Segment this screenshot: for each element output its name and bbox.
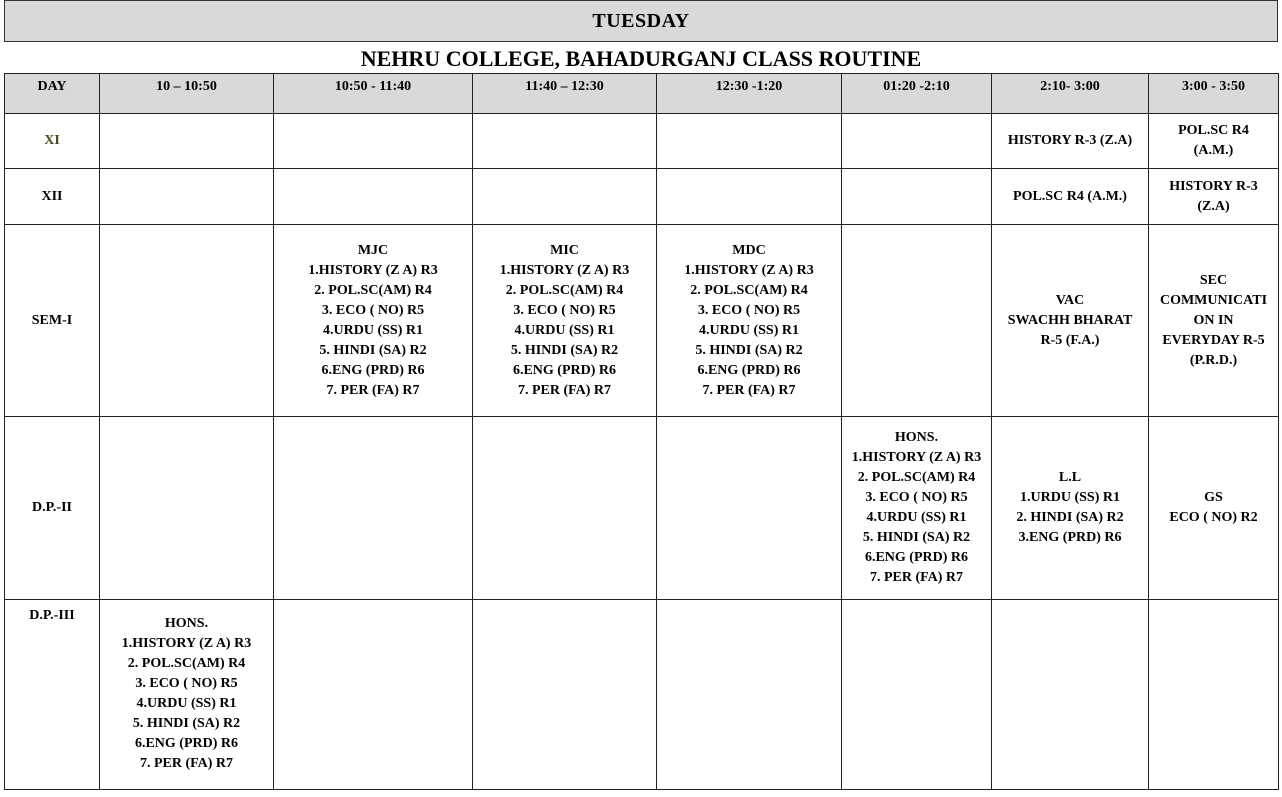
table-cell (992, 600, 1149, 790)
cell-line: POL.SC R4 (1178, 123, 1249, 138)
cell-line: 2. POL.SC(AM) R4 (314, 282, 432, 298)
cell-line: SEC (1199, 272, 1228, 288)
cell-line: 3. ECO ( NO) R5 (135, 676, 238, 691)
sem1-slot-4 (657, 225, 842, 417)
xi-slot-6: HISTORY R-3 (Z.A) (992, 114, 1149, 169)
cell-line: 3. ECO ( NO) R5 (865, 490, 968, 505)
table-cell (274, 114, 473, 169)
cell-line: 4.URDU (SS) R1 (866, 510, 967, 525)
day-banner-label: TUESDAY (592, 9, 690, 32)
cell-line: MDC (732, 242, 766, 258)
xii-slot-6: POL.SC R4 (A.M.) (992, 169, 1149, 225)
cell-line: 7. PER (FA) R7 (326, 382, 420, 398)
table-cell (657, 417, 842, 600)
cell-line: 2. POL.SC(AM) R4 (857, 470, 976, 485)
row-dp2 (5, 417, 1279, 600)
cell-line: 1.HISTORY (Z A) R3 (308, 262, 438, 278)
cell-line: L.L (1058, 470, 1082, 485)
row-sem1 (5, 225, 1279, 417)
cell-line: 3.ENG (PRD) R6 (1018, 530, 1122, 545)
cell-line: 4.URDU (SS) R1 (136, 696, 237, 711)
header-slot-2: 10:50 - 11:40 (274, 74, 473, 114)
header-slot-5: 01:20 -2:10 (842, 74, 992, 114)
cell-line: 5. HINDI (SA) R2 (695, 342, 803, 358)
row-label-xii: XII (5, 169, 100, 225)
table-cell (657, 600, 842, 790)
row-label-xi: XI (5, 114, 100, 169)
table-cell (657, 169, 842, 225)
row-dp3 (5, 600, 1279, 790)
row-label-dp2: D.P.-II (5, 417, 100, 600)
cell-line: 7. PER (FA) R7 (139, 756, 234, 771)
cell-line: 1.URDU (SS) R1 (1020, 490, 1120, 505)
cell-line: (Z.A) (1197, 198, 1230, 214)
cell-line: 4.URDU (SS) R1 (323, 322, 423, 338)
cell-line: COMMUNICATI (1159, 292, 1268, 308)
table-cell (100, 417, 274, 600)
cell-line: HONS. (894, 430, 939, 445)
cell-line: 2. HINDI (SA) R2 (1016, 510, 1124, 525)
cell-line: HONS. (164, 616, 209, 631)
cell-line: 3. ECO ( NO) R5 (321, 302, 425, 318)
table-cell (842, 225, 992, 417)
table-cell (274, 417, 473, 600)
row-xi (5, 114, 1279, 169)
sem1-slot-6 (992, 225, 1149, 417)
cell-line: 7. PER (FA) R7 (517, 382, 612, 398)
cell-line: HISTORY R-3 (1169, 178, 1258, 194)
table-cell (473, 600, 657, 790)
table-cell (473, 417, 657, 600)
page-title: NEHRU COLLEGE, BAHADURGANJ CLASS ROUTINE (360, 46, 922, 71)
cell-line: 1.HISTORY (Z A) R3 (684, 262, 814, 278)
xi-slot-7 (1149, 114, 1279, 169)
cell-line: R-5 (F.A.) (1040, 332, 1100, 348)
row-label-dp3: D.P.-III (5, 600, 100, 790)
cell-line: 5. HINDI (SA) R2 (862, 530, 971, 545)
sem1-slot-2 (274, 225, 473, 417)
cell-line: 6.ENG (PRD) R6 (697, 362, 801, 378)
cell-line: 3. ECO ( NO) R5 (513, 302, 616, 318)
header-slot-3: 11:40 – 12:30 (473, 74, 657, 114)
cell-line: MIC (550, 242, 579, 258)
cell-line: GS (1204, 490, 1223, 505)
cell-line: SWACHH BHARAT (1007, 312, 1133, 328)
cell-line: 1.HISTORY (Z A) R3 (851, 450, 982, 465)
cell-line: 1.HISTORY (Z A) R3 (499, 262, 630, 278)
cell-line: (A.M.) (1193, 143, 1234, 158)
table-cell (100, 169, 274, 225)
cell-line: 6.ENG (PRD) R6 (864, 550, 969, 565)
dp3-slot-1 (100, 600, 274, 790)
table-cell (473, 114, 657, 169)
cell-line: 5. HINDI (SA) R2 (510, 342, 619, 358)
cell-line: 2. POL.SC(AM) R4 (690, 282, 808, 298)
table-cell (473, 169, 657, 225)
cell-line: EVERYDAY R-5 (1162, 332, 1265, 348)
table-cell (657, 114, 842, 169)
cell-line: (P.R.D.) (1189, 352, 1238, 368)
cell-line: 2. POL.SC(AM) R4 (127, 656, 246, 671)
cell-line: ON IN (1193, 312, 1234, 328)
table-cell (100, 225, 274, 417)
cell-line: VAC (1055, 292, 1085, 308)
cell-line: 6.ENG (PRD) R6 (512, 362, 617, 378)
cell-line: 5. HINDI (SA) R2 (319, 342, 427, 358)
day-banner (4, 0, 1278, 42)
cell-line: 2. POL.SC(AM) R4 (505, 282, 624, 298)
table-cell (842, 114, 992, 169)
table-cell (100, 114, 274, 169)
header-slot-4: 12:30 -1:20 (657, 74, 842, 114)
table-cell (842, 169, 992, 225)
table-cell (274, 600, 473, 790)
table-cell (842, 600, 992, 790)
header-slot-1: 10 – 10:50 (100, 74, 274, 114)
dp2-slot-5 (842, 417, 992, 600)
header-row (5, 74, 1279, 114)
header-day: DAY (5, 74, 100, 114)
row-xii (5, 169, 1279, 225)
sem1-slot-7 (1149, 225, 1279, 417)
table-cell (274, 169, 473, 225)
cell-line: 4.URDU (SS) R1 (514, 322, 615, 338)
xii-slot-7 (1149, 169, 1279, 225)
cell-line: 5. HINDI (SA) R2 (132, 716, 241, 731)
sem1-slot-3 (473, 225, 657, 417)
cell-line: 6.ENG (PRD) R6 (321, 362, 425, 378)
cell-line: 7. PER (FA) R7 (702, 382, 796, 398)
cell-line: 7. PER (FA) R7 (869, 570, 964, 585)
cell-line: MJC (357, 242, 389, 258)
cell-line: 3. ECO ( NO) R5 (697, 302, 801, 318)
row-label-sem1: SEM-I (5, 225, 100, 417)
header-slot-7: 3:00 - 3:50 (1149, 74, 1279, 114)
cell-line: 4.URDU (SS) R1 (699, 322, 799, 338)
table-cell (1149, 600, 1279, 790)
cell-line: 1.HISTORY (Z A) R3 (121, 636, 252, 651)
routine-table (4, 73, 1279, 790)
header-slot-6: 2:10- 3:00 (992, 74, 1149, 114)
cell-line: 6.ENG (PRD) R6 (134, 736, 239, 751)
dp2-slot-7 (1149, 417, 1279, 600)
cell-line: ECO ( NO) R2 (1169, 510, 1258, 525)
dp2-slot-6 (992, 417, 1149, 600)
